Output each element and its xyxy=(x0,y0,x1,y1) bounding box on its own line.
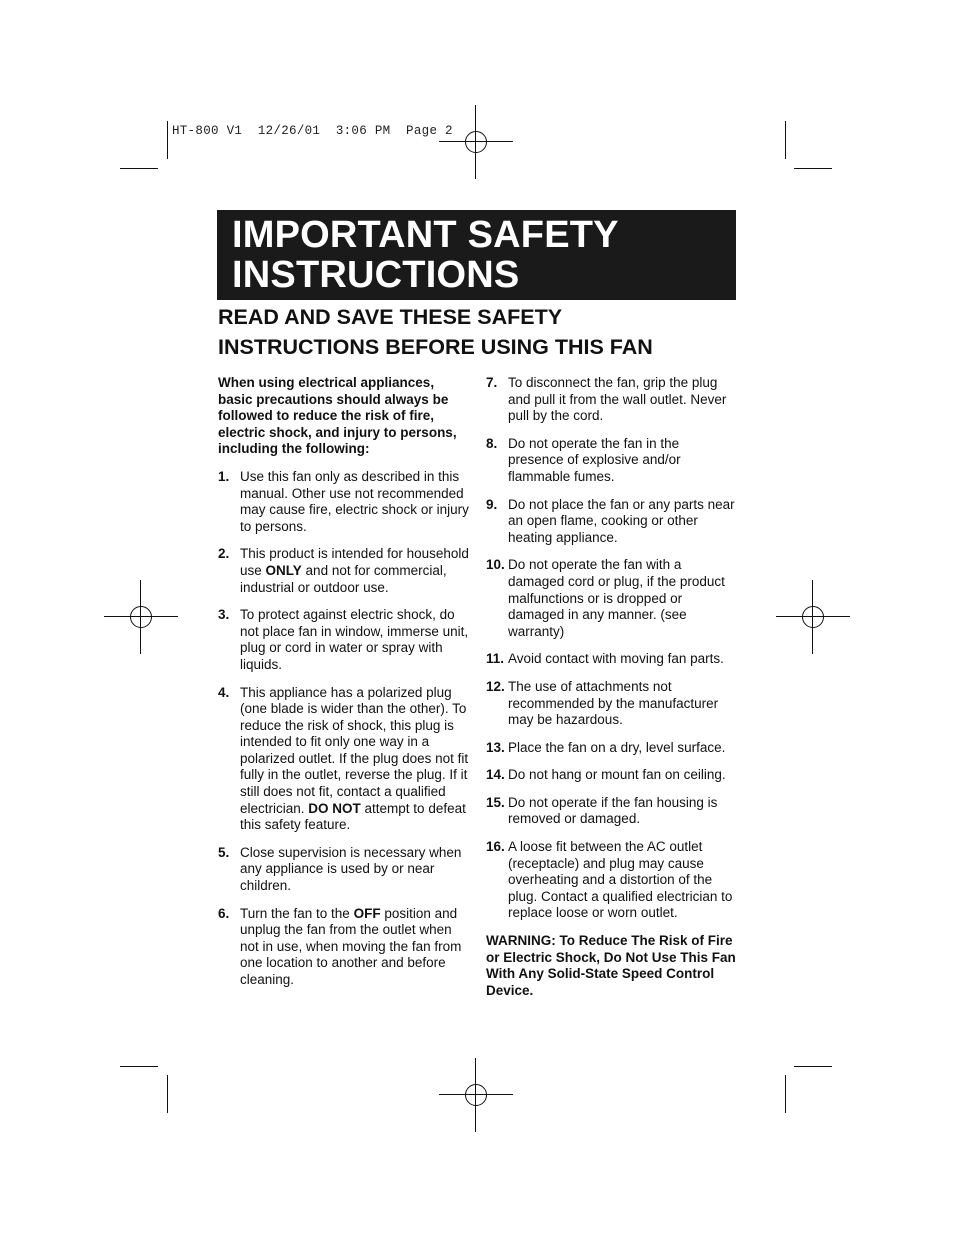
list-item xyxy=(486,436,736,486)
item-emphasis: OFF xyxy=(353,905,381,921)
list-item xyxy=(486,679,736,729)
item-number: 7. xyxy=(486,375,498,390)
title-line-2: INSTRUCTIONS xyxy=(232,254,520,296)
item-text: A loose fit between the AC outlet (receptacle) and plug may cause overheating and a distortion of the plug. Contact a qualified electrician to replace loose or worn outlet. xyxy=(508,839,733,921)
list-item xyxy=(218,845,470,895)
item-number: 2. xyxy=(218,546,230,562)
subtitle-line-2: INSTRUCTIONS BEFORE USING THIS FAN xyxy=(218,335,653,359)
item-number: 14. xyxy=(486,767,505,783)
list-item xyxy=(486,839,736,922)
item-number: 15. xyxy=(486,794,505,810)
registration-mark-icon xyxy=(439,105,513,179)
list-item xyxy=(486,740,736,757)
item-text xyxy=(240,906,470,989)
list-item xyxy=(486,557,736,640)
title-line-1: IMPORTANT SAFETY xyxy=(232,214,619,256)
subtitle-line-1: READ AND SAVE THESE SAFETY xyxy=(218,305,563,329)
item-number: 5. xyxy=(218,844,230,860)
list-item xyxy=(486,651,736,668)
item-text-part: Turn the fan to the xyxy=(240,905,354,921)
list-item xyxy=(218,906,470,989)
item-number: 16. xyxy=(486,839,505,855)
crop-mark xyxy=(794,1066,832,1067)
item-text-part: This appliance has a polarized plug (one blade is wider than the other). To reduce the risk of shock, this plug is intended to fit only one way in a polarized outlet. If the plug does not fit fully in the outlet, reverse the plug. If it still does not fit, contact a qualified electrician. xyxy=(240,684,469,816)
item-text: Do not operate the fan with a damaged cord or plug, if the product malfunctions or is dropped or damaged in any manner. (see warranty) xyxy=(508,557,725,639)
item-number: 8. xyxy=(486,435,498,451)
item-text: Use this fan only as described in this manual. Other use not recommended may cause fire, electric shock or injury to persons. xyxy=(240,468,469,534)
crop-mark xyxy=(120,168,158,169)
item-number: 6. xyxy=(218,905,230,921)
item-text-part: attempt to defeat this safety feature. xyxy=(240,800,466,833)
page-title xyxy=(217,210,736,295)
left-column xyxy=(218,375,470,1000)
item-number: 12. xyxy=(486,678,505,694)
crop-mark xyxy=(167,121,168,159)
item-text-part: position and unplug the fan from the outlet when not in use, when moving the fan from one location to another and before cleaning. xyxy=(240,905,462,987)
item-number: 11. xyxy=(486,651,505,667)
item-text: Do not hang or mount fan on ceiling. xyxy=(508,767,726,783)
list-item xyxy=(486,497,736,547)
intro-paragraph: When using electrical appliances, basic precautions should always be followed to reduce the risk of fire, electric shock, and injury to persons, including the following: xyxy=(218,375,457,457)
item-text xyxy=(240,685,470,834)
title-banner xyxy=(217,210,736,300)
list-item xyxy=(486,795,736,828)
list-item xyxy=(218,685,470,834)
item-number: 9. xyxy=(486,496,498,512)
item-text xyxy=(240,546,470,596)
crop-mark xyxy=(167,1075,168,1113)
item-emphasis: DO NOT xyxy=(308,800,361,816)
registration-mark-icon xyxy=(776,580,850,654)
crop-mark xyxy=(785,121,786,159)
item-number: 10. xyxy=(486,557,505,573)
item-text: Do not operate the fan in the presence of explosive and/or flammable fumes. xyxy=(508,435,681,484)
list-item xyxy=(218,469,470,535)
registration-mark-icon xyxy=(439,1058,513,1132)
item-text: Do not operate if the fan housing is removed or damaged. xyxy=(508,794,718,827)
item-number: 1. xyxy=(218,468,230,484)
list-item xyxy=(218,607,470,673)
subtitle xyxy=(218,302,738,362)
item-number: 3. xyxy=(218,607,230,623)
item-text: Do not place the fan or any parts near an open flame, cooking or other heating appliance. xyxy=(508,496,735,545)
item-text-part: This product is intended for household use xyxy=(240,546,469,578)
list-item xyxy=(486,767,736,784)
item-number: 13. xyxy=(486,739,505,755)
list-item xyxy=(218,546,470,596)
warning-text: WARNING: To Reduce The Risk of Fire or Electric Shock, Do Not Use This Fan With Any Solid-State Speed Control Device. xyxy=(486,933,736,998)
registration-mark-icon xyxy=(104,580,178,654)
item-text: To disconnect the fan, grip the plug and pull it from the wall outlet. Never pull by the cord. xyxy=(508,375,727,424)
item-text-part: and not for commercial, industrial or outdoor use. xyxy=(240,562,447,595)
list-item xyxy=(486,375,736,425)
item-text: To protect against electric shock, do not place fan in window, immerse unit, plug or cord in water or spray with liquids. xyxy=(240,607,469,672)
crop-mark xyxy=(120,1066,158,1067)
printer-slug: HT-800 V1 12/26/01 3:06 PM Page 2 xyxy=(172,124,453,138)
item-text: Place the fan on a dry, level surface. xyxy=(508,739,726,755)
crop-mark xyxy=(794,168,832,169)
item-emphasis: ONLY xyxy=(265,562,302,578)
item-text: Close supervision is necessary when any appliance is used by or near children. xyxy=(240,844,462,894)
item-number: 4. xyxy=(218,684,230,700)
right-column xyxy=(486,375,736,999)
crop-mark xyxy=(785,1075,786,1113)
item-text: The use of attachments not recommended by the manufacturer may be hazardous. xyxy=(508,678,719,728)
item-text: Avoid contact with moving fan parts. xyxy=(508,651,724,667)
